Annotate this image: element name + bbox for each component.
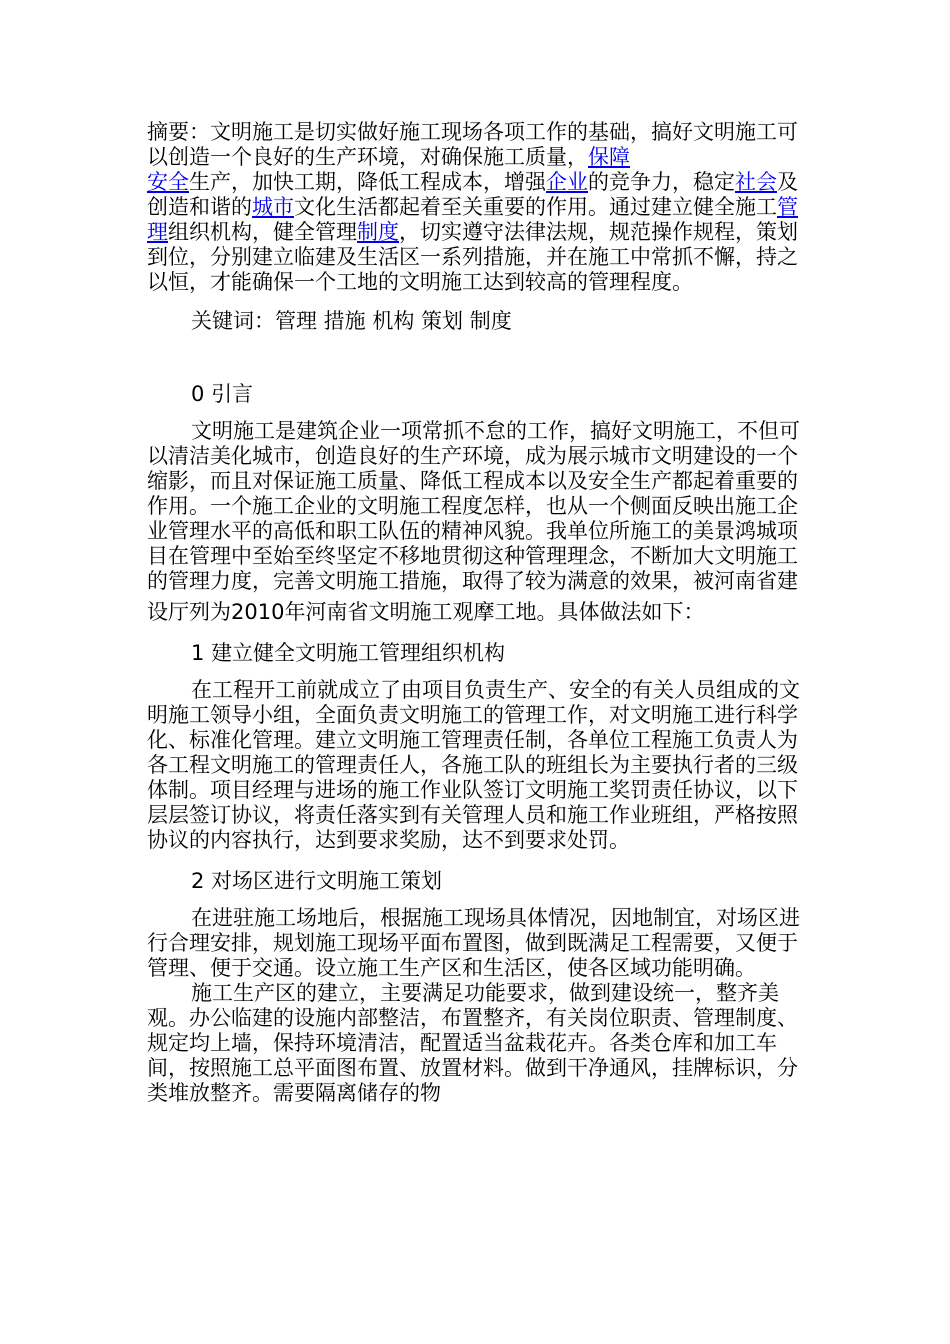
section1-paragraph: 在工程开工前就成立了由项目负责生产、安全的有关人员组成的文明施工领导小组，全面负责文明施工的管理工作，对文明施工进行科学化、标准化管理。建立文明施工管理责任制，各单位工程施工负责人为各工程文明施工的管理责任人，各施工队的班组长为主要执行者的三级体制。项目经理与进场的施工作业队签订文明施工奖罚责任协议，以下层层签订协议，将责任落实到有关管理人员和施工作业班组，严格按照协议的内容执行，达到要求奖励，达不到要求处罚。 xyxy=(147,678,800,852)
abstract-text: 的竞争力，稳定 xyxy=(588,170,735,194)
intro-heading-number: 0 xyxy=(191,382,205,406)
abstract-paragraph xyxy=(147,120,809,295)
section2-heading xyxy=(147,869,809,894)
section1-heading-title: 建立健全文明施工管理组织机构 xyxy=(211,641,506,665)
section2-paragraph: 在进驻施工场地后，根据施工现场具体情况，因地制宜，对场区进行合理安排，规划施工现场平面布置图，做到既满足工程需要，又便于管理、便于交通。设立施工生产区和生活区，使各区域功能明确。 xyxy=(147,906,800,980)
intro-heading xyxy=(147,382,809,407)
intro-text: 年河南省文明施工观摩工地。具体做法如下： xyxy=(284,600,705,624)
abstract-text: 及创造和谐的 xyxy=(147,170,798,219)
link-zhidu[interactable]: 制度 xyxy=(357,220,399,244)
link-guanli[interactable]: 管理 xyxy=(147,195,798,244)
abstract-text: 文化生活都起着至关重要的作用。通过建立健全施工 xyxy=(294,195,777,219)
abstract-text: ，切实遵守法律法规，规范操作规程，策划到位，分别建立临建及生活区一系列措施，并在施工中常抓不懈，持之以恒，才能确保一个工地的文明施工达到较高的管理程度。 xyxy=(147,220,798,294)
intro-paragraph: 文明施工是建筑企业一项常抓不怠的工作，搞好文明施工，不但可以清洁美化城市，创造良好的生产环境，成为展示城市文明建设的一个缩影，而且对保证施工质量、降低工程成本以及安全生产都起着重要的作用。一个施工企业的文明施工程度怎样，也从一个侧面反映出施工企业管理水平的高低和职工队伍的精神风貌。我单位所施工的美景鸿城项目在管理中至始至终坚定不移地贯彻这种管理理念，不断加大文明施工的管理力度，完善文明施工措施，取得了较为满意的效果，被河南省建 xyxy=(147,419,800,593)
intro-paragraph-end xyxy=(147,600,809,625)
document-page xyxy=(147,120,809,1106)
section2-heading-title: 对场区进行文明施工策划 xyxy=(211,869,443,893)
link-anquan[interactable]: 安全 xyxy=(147,170,189,194)
section2-paragraph: 施工生产区的建立，主要满足功能要求，做到建设统一，整齐美观。办公临建的设施内部整洁，布置整齐，有关岗位职责、管理制度、规定均上墙，保持环境清洁，配置适当盆栽花卉。各类仓库和加工车间，按照施工总平面图布置、放置材料。做到干净通风，挂牌标识，分类堆放整齐。需要隔离储存的物 xyxy=(147,981,798,1105)
link-qiye[interactable]: 企业 xyxy=(546,170,588,194)
intro-year: 2010 xyxy=(231,600,285,624)
abstract-text: 摘要：文明施工是切实做好施工现场各项工作的基础，搞好文明施工可以创造一个良好的生产环境，对确保施工质量， xyxy=(147,120,798,169)
keywords-line: 关键词：管理 措施 机构 策划 制度 xyxy=(191,309,512,333)
link-shehui[interactable]: 社会 xyxy=(735,170,777,194)
intro-heading-title: 引言 xyxy=(211,382,254,406)
abstract-text: 生产，加快工期，降低工程成本，增强 xyxy=(189,170,546,194)
section1-heading xyxy=(147,641,809,666)
section1-heading-number: 1 xyxy=(191,641,205,665)
abstract-text: 组织机构，健全管理 xyxy=(168,220,357,244)
link-chengshi[interactable]: 城市 xyxy=(252,195,294,219)
link-baozhang[interactable]: 保障 xyxy=(588,145,630,169)
intro-text: 设厅列为 xyxy=(147,600,231,624)
section2-heading-number: 2 xyxy=(191,869,205,893)
